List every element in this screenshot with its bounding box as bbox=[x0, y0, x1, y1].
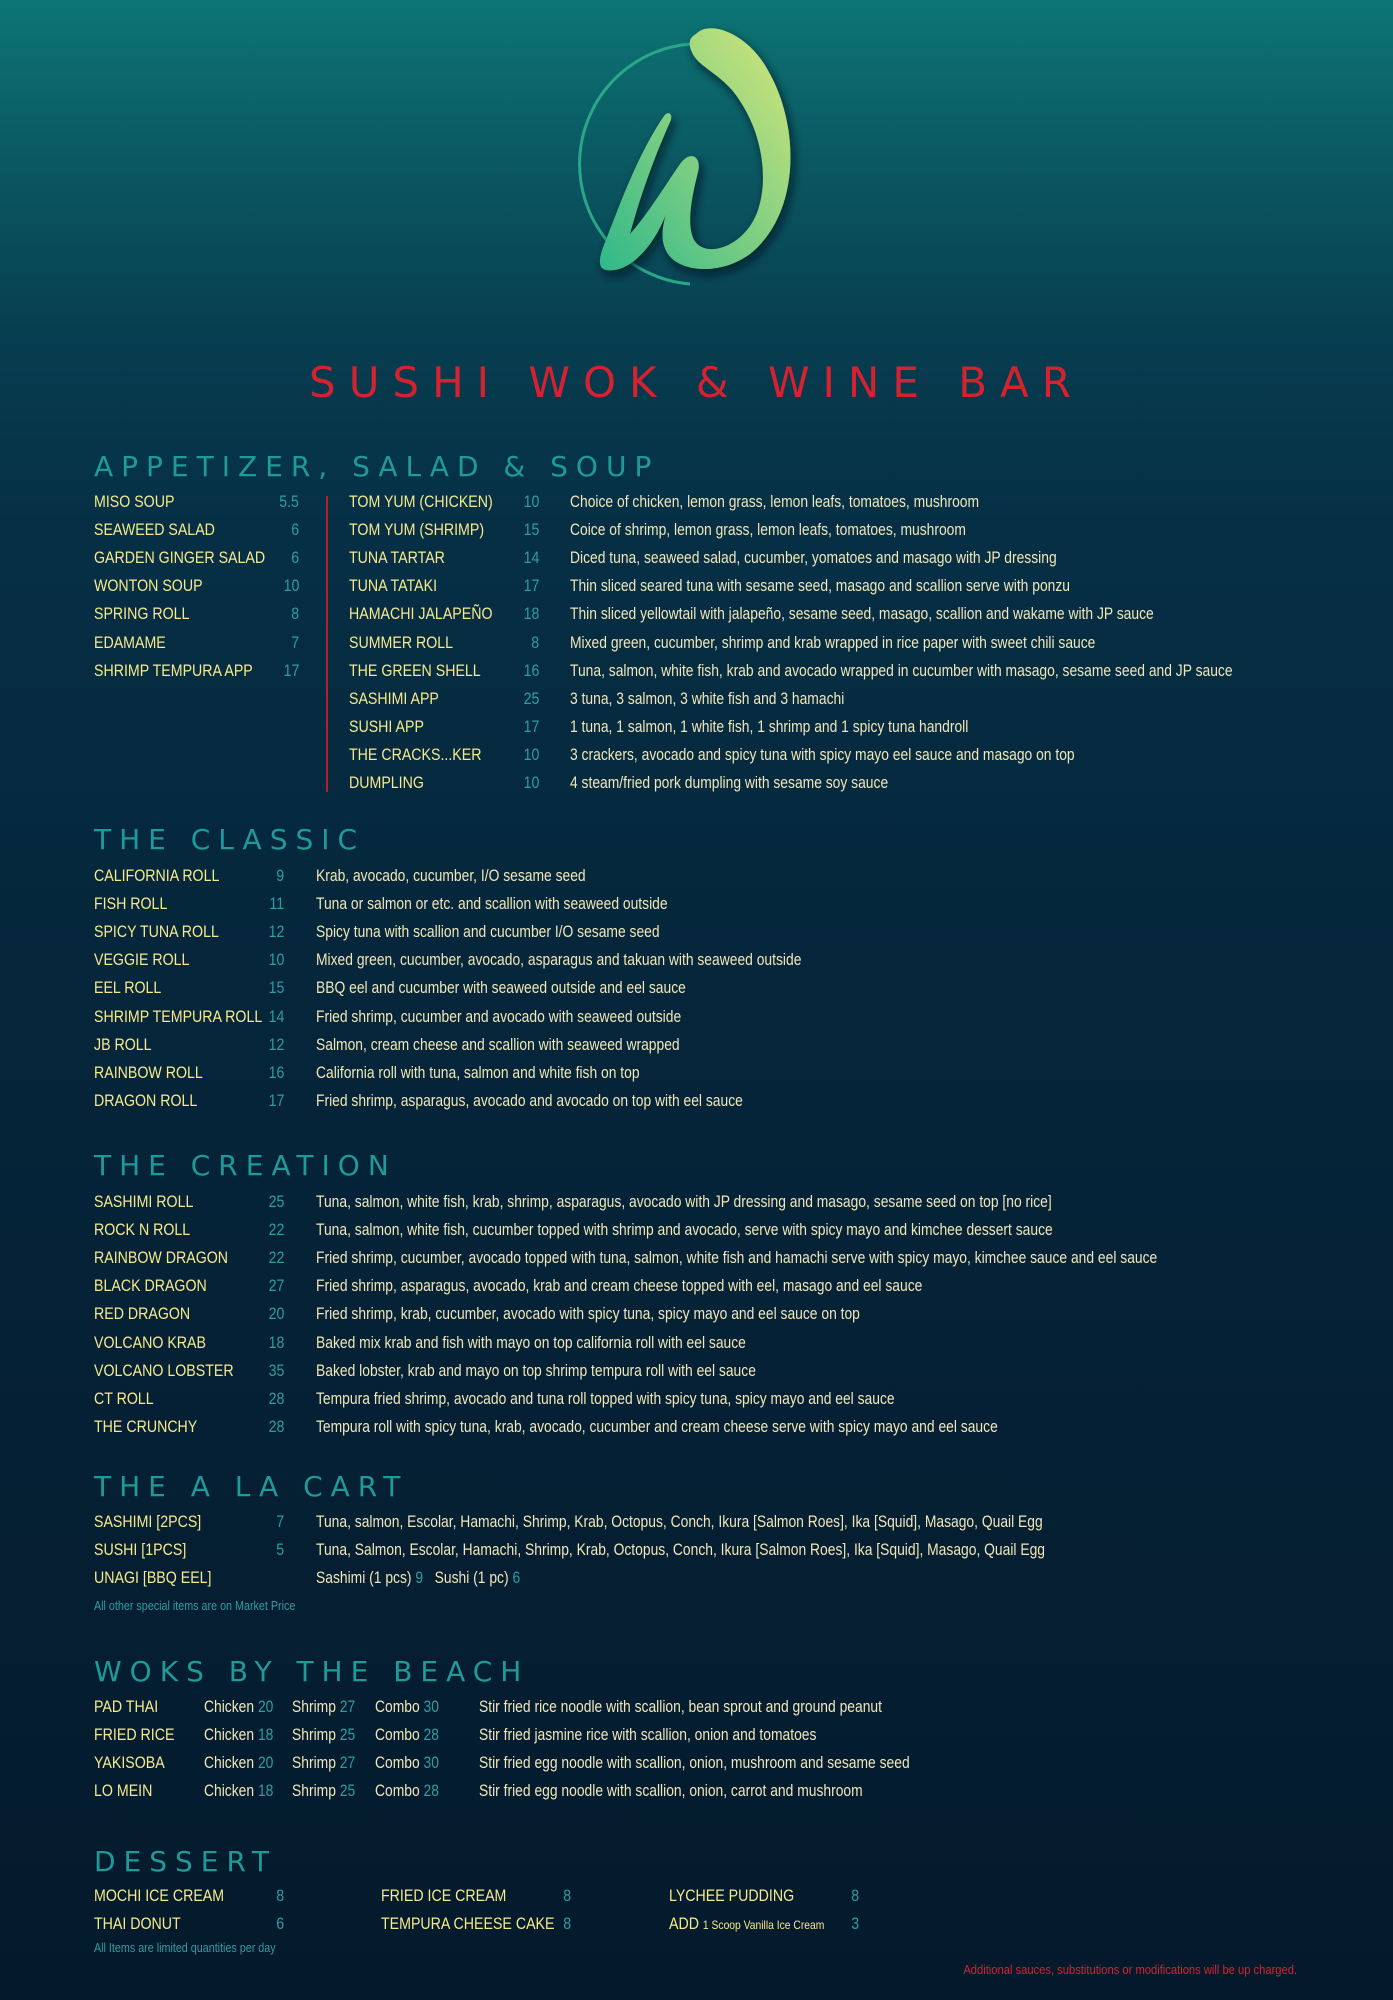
addon-row bbox=[669, 1911, 889, 1937]
item-price: 5 bbox=[276, 1541, 284, 1560]
wok-combo-label: Combo bbox=[375, 1726, 420, 1745]
item-price: 8 bbox=[851, 1887, 859, 1905]
item-name: SHRIMP TEMPURA APP bbox=[94, 661, 253, 680]
w-logo bbox=[560, 14, 850, 314]
menu-item-row bbox=[94, 1301, 1344, 1327]
unagi-sushi-label: Sushi (1 pc) bbox=[434, 1569, 509, 1587]
item-description: 3 crackers, avocado and spicy tuna with spicy mayo eel sauce and masago on top bbox=[570, 745, 1075, 764]
item-price: 11 bbox=[269, 895, 284, 914]
item-name: ROCK N ROLL bbox=[94, 1221, 191, 1240]
unagi-row bbox=[94, 1565, 794, 1591]
item-description: Tuna, Salmon, Escolar, Hamachi, Shrimp, Krab, Octopus, Conch, Ikura [Salmon Roes], Ika [Squid], Masago, Quail Egg bbox=[316, 1541, 1046, 1560]
item-name: TUNA TARTAR bbox=[349, 549, 445, 568]
item-name: SPICY TUNA ROLL bbox=[94, 923, 219, 942]
item-name: FRIED ICE CREAM bbox=[381, 1887, 507, 1905]
item-name: SUMMER ROLL bbox=[349, 633, 454, 652]
wok-chicken-label: Chicken bbox=[204, 1726, 255, 1745]
wok-chicken-price: 18 bbox=[257, 1782, 274, 1801]
item-price: 27 bbox=[268, 1277, 284, 1296]
item-name: HAMACHI JALAPEÑO bbox=[349, 605, 493, 624]
item-description: Tuna, salmon, white fish, krab and avocado wrapped in cucumber with masago, sesame seed and JP sauce bbox=[570, 661, 1233, 680]
item-name: RAINBOW DRAGON bbox=[94, 1249, 229, 1268]
wok-shrimp-option bbox=[292, 1750, 355, 1776]
item-name: EEL ROLL bbox=[94, 979, 162, 998]
wok-combo-label: Combo bbox=[375, 1698, 420, 1716]
item-description: Mixed green, cucumber, avocado, asparagus and takuan with seaweed outside bbox=[316, 951, 802, 970]
item-description: Stir fried egg noodle with scallion, onion, carrot and mushroom bbox=[479, 1782, 863, 1801]
wok-combo-label: Combo bbox=[375, 1754, 420, 1773]
wok-combo-price: 28 bbox=[423, 1726, 439, 1745]
item-price: 8 bbox=[563, 1915, 571, 1934]
item-price: 25 bbox=[523, 689, 539, 708]
item-name: WONTON SOUP bbox=[94, 577, 203, 596]
restaurant-title: SUSHI WOK & WINE BAR bbox=[309, 358, 1084, 407]
menu-item-row bbox=[94, 975, 1194, 1001]
menu-item-row bbox=[94, 1911, 294, 1937]
item-price: 7 bbox=[276, 1513, 284, 1531]
wok-shrimp-option bbox=[292, 1694, 355, 1720]
item-price: 18 bbox=[523, 605, 539, 624]
item-description: Baked mix krab and fish with mayo on top california roll with eel sauce bbox=[316, 1333, 746, 1352]
footer-note: Additional sauces, substitutions or modifications will be up charged. bbox=[963, 1962, 1297, 1977]
wok-chicken-option bbox=[204, 1778, 273, 1804]
menu-item-row bbox=[94, 947, 1194, 973]
menu-item-row bbox=[94, 1217, 1344, 1243]
unagi-sushi-price: 6 bbox=[512, 1569, 521, 1587]
section-woks-heading: WOKS BY THE BEACH bbox=[94, 1655, 530, 1688]
item-description: Diced tuna, seaweed salad, cucumber, yomatoes and masago with JP dressing bbox=[570, 549, 1057, 568]
menu-item-row bbox=[349, 489, 1369, 515]
menu-item-row bbox=[94, 601, 304, 627]
item-price: 10 bbox=[523, 493, 539, 511]
item-description: Tuna, salmon, white fish, cucumber topped with shrimp and avocado, serve with spicy mayo and kimchee dessert sauce bbox=[316, 1221, 1053, 1240]
item-description: Krab, avocado, cucumber, I/O sesame seed bbox=[316, 867, 586, 885]
item-price: 15 bbox=[268, 979, 284, 998]
menu-item-row bbox=[94, 1273, 1344, 1299]
item-description: Tempura fried shrimp, avocado and tuna roll topped with spicy tuna, spicy mayo and eel sauce bbox=[316, 1389, 895, 1408]
item-price: 9 bbox=[276, 867, 284, 885]
menu-item-row bbox=[94, 1414, 1344, 1440]
wok-combo-option bbox=[375, 1750, 439, 1776]
item-name: SASHIMI APP bbox=[349, 689, 439, 708]
item-name: VOLCANO KRAB bbox=[94, 1333, 206, 1352]
item-description: Tempura roll with spicy tuna, krab, avocado, cucumber and cream cheese serve with spicy mayo and eel sauce bbox=[316, 1417, 998, 1436]
wok-item-row bbox=[94, 1750, 1194, 1776]
item-name: SUSHI APP bbox=[349, 717, 424, 736]
item-price: 8 bbox=[276, 1887, 284, 1905]
item-name: THAI DONUT bbox=[94, 1915, 181, 1934]
wok-chicken-option bbox=[204, 1722, 273, 1748]
item-description: 3 tuna, 3 salmon, 3 white fish and 3 hamachi bbox=[570, 689, 845, 708]
item-price: 17 bbox=[523, 717, 539, 736]
item-name: RED DRAGON bbox=[94, 1305, 191, 1324]
item-price: 10 bbox=[268, 951, 284, 970]
section-creation-heading: THE CREATION bbox=[94, 1149, 397, 1182]
item-price: 15 bbox=[523, 521, 539, 540]
item-description: Stir fried rice noodle with scallion, bean sprout and ground peanut bbox=[479, 1698, 882, 1716]
wok-combo-price: 30 bbox=[423, 1698, 439, 1716]
item-description: Stir fried egg noodle with scallion, onion, mushroom and sesame seed bbox=[479, 1754, 910, 1773]
section-classic-heading: THE CLASSIC bbox=[94, 823, 366, 856]
item-price: 8 bbox=[531, 633, 539, 652]
wok-chicken-option bbox=[204, 1750, 273, 1776]
menu-item-row bbox=[94, 1509, 1294, 1535]
menu-item-row bbox=[94, 1060, 1194, 1086]
section-appetizers-heading: APPETIZER, SALAD & SOUP bbox=[94, 450, 660, 483]
wok-item-row bbox=[94, 1722, 1194, 1748]
item-name: SEAWEED SALAD bbox=[94, 521, 215, 540]
section-dessert-heading: DESSERT bbox=[94, 1845, 278, 1878]
menu-item-row bbox=[94, 1004, 1194, 1030]
item-price: 8 bbox=[563, 1887, 571, 1905]
menu-item-row bbox=[349, 573, 1369, 599]
item-name: TOM YUM (CHICKEN) bbox=[349, 493, 493, 511]
menu-item-row bbox=[381, 1883, 581, 1909]
item-description: 4 steam/fried pork dumpling with sesame soy sauce bbox=[570, 774, 889, 792]
item-description: Mixed green, cucumber, shrimp and krab wrapped in rice paper with sweet chili sauce bbox=[570, 633, 1096, 652]
item-name: YAKISOBA bbox=[94, 1754, 165, 1773]
menu-item-row bbox=[94, 919, 1194, 945]
item-price: 22 bbox=[268, 1249, 284, 1268]
item-price: 17 bbox=[523, 577, 539, 596]
item-name: PAD THAI bbox=[94, 1698, 159, 1716]
unagi-options bbox=[316, 1565, 520, 1591]
item-price: 14 bbox=[523, 549, 539, 568]
item-name: FISH ROLL bbox=[94, 895, 168, 914]
item-name: CALIFORNIA ROLL bbox=[94, 867, 220, 885]
item-description: Tuna, salmon, white fish, krab, shrimp, asparagus, avocado with JP dressing and masago, sesame seed on top [no rice] bbox=[316, 1193, 1052, 1211]
item-description: Fried shrimp, asparagus, avocado and avocado on top with eel sauce bbox=[316, 1091, 743, 1110]
menu-item-row bbox=[94, 1330, 1344, 1356]
item-price: 17 bbox=[283, 661, 299, 680]
item-price: 12 bbox=[268, 923, 284, 942]
item-name: DUMPLING bbox=[349, 774, 424, 792]
item-price: 6 bbox=[291, 549, 299, 568]
item-name: SPRING ROLL bbox=[94, 605, 190, 624]
wok-chicken-option bbox=[204, 1694, 273, 1720]
menu-item-row bbox=[349, 630, 1369, 656]
item-name: SASHIMI ROLL bbox=[94, 1193, 194, 1211]
menu-item-row bbox=[94, 489, 304, 515]
section-alacart-heading: THE A LA CART bbox=[94, 1470, 409, 1503]
item-price: 22 bbox=[268, 1221, 284, 1240]
item-name: RAINBOW ROLL bbox=[94, 1063, 203, 1082]
item-price: 5.5 bbox=[279, 493, 299, 511]
wok-combo-option bbox=[375, 1778, 439, 1804]
menu-item-row bbox=[349, 714, 1369, 740]
menu-item-row bbox=[94, 1537, 1294, 1563]
item-name: VEGGIE ROLL bbox=[94, 951, 190, 970]
wok-combo-label: Combo bbox=[375, 1782, 420, 1801]
unagi-sashimi-price: 9 bbox=[415, 1569, 424, 1587]
item-name: DRAGON ROLL bbox=[94, 1091, 198, 1110]
menu-item-row bbox=[94, 573, 304, 599]
item-description: Stir fried jasmine rice with scallion, onion and tomatoes bbox=[479, 1726, 817, 1745]
menu-item-row bbox=[349, 601, 1369, 627]
item-price: 10 bbox=[523, 745, 539, 764]
wok-chicken-label: Chicken bbox=[204, 1698, 255, 1716]
item-description: Tuna, salmon, Escolar, Hamachi, Shrimp, Krab, Octopus, Conch, Ikura [Salmon Roes], Ika [Squid], Masago, Quail Egg bbox=[316, 1513, 1043, 1531]
item-description: Thin sliced seared tuna with sesame seed, masago and scallion serve with ponzu bbox=[570, 577, 1071, 596]
menu-item-row bbox=[94, 863, 1194, 889]
item-price: 7 bbox=[291, 633, 299, 652]
addon-price: 3 bbox=[851, 1915, 859, 1933]
wok-combo-option bbox=[375, 1722, 439, 1748]
item-name: SASHIMI [2PCS] bbox=[94, 1513, 202, 1531]
item-description: Fried shrimp, krab, cucumber, avocado with spicy tuna, spicy mayo and eel sauce on top bbox=[316, 1305, 860, 1324]
menu-item-row bbox=[94, 1088, 1194, 1114]
menu-item-row bbox=[94, 1883, 294, 1909]
divider-line bbox=[326, 496, 328, 792]
menu-item-row bbox=[94, 1189, 1344, 1215]
unagi-sashimi-label: Sashimi (1 pcs) bbox=[316, 1569, 412, 1587]
item-price: 6 bbox=[276, 1915, 284, 1934]
wok-chicken-price: 20 bbox=[257, 1754, 274, 1773]
item-description: BBQ eel and cucumber with seaweed outside and eel sauce bbox=[316, 979, 686, 998]
item-name: LO MEIN bbox=[94, 1782, 153, 1801]
item-price: 8 bbox=[291, 605, 299, 624]
menu-item-row bbox=[94, 891, 1194, 917]
item-description: Baked lobster, krab and mayo on top shrimp tempura roll with eel sauce bbox=[316, 1361, 756, 1380]
item-price: 17 bbox=[268, 1091, 284, 1110]
item-name: TUNA TATAKI bbox=[349, 577, 438, 596]
item-price: 16 bbox=[523, 661, 539, 680]
item-description: Tuna or salmon or etc. and scallion with seaweed outside bbox=[316, 895, 668, 914]
menu-item-row bbox=[349, 770, 1369, 796]
wok-shrimp-label: Shrimp bbox=[292, 1754, 336, 1773]
item-price: 10 bbox=[523, 774, 539, 792]
menu-item-row bbox=[349, 545, 1369, 571]
item-price: 18 bbox=[268, 1333, 284, 1352]
item-name: LYCHEE PUDDING bbox=[669, 1887, 795, 1905]
item-name: TOM YUM (SHRIMP) bbox=[349, 521, 485, 540]
wok-shrimp-price: 27 bbox=[339, 1698, 356, 1716]
addon-label: ADD 1 Scoop Vanilla Ice Cream bbox=[669, 1915, 825, 1933]
wok-shrimp-price: 25 bbox=[339, 1782, 356, 1801]
item-price: 28 bbox=[268, 1417, 284, 1436]
menu-item-row bbox=[94, 1032, 1194, 1058]
wok-shrimp-option bbox=[292, 1778, 355, 1804]
menu-item-row bbox=[94, 1245, 1344, 1271]
item-name: UNAGI [BBQ EEL] bbox=[94, 1569, 212, 1587]
item-price: 35 bbox=[268, 1361, 284, 1380]
item-name: SUSHI [1PCS] bbox=[94, 1541, 187, 1560]
wok-chicken-price: 20 bbox=[257, 1698, 274, 1716]
menu-item-row bbox=[349, 658, 1369, 684]
item-description: Coice of shrimp, lemon grass, lemon leafs, tomatoes, mushroom bbox=[570, 521, 966, 540]
wok-chicken-label: Chicken bbox=[204, 1754, 255, 1773]
item-description: Thin sliced yellowtail with jalapeño, sesame seed, masago, scallion and wakame with JP sauce bbox=[570, 605, 1154, 624]
item-price: 28 bbox=[268, 1389, 284, 1408]
menu-item-row bbox=[94, 630, 304, 656]
item-price: 14 bbox=[268, 1007, 284, 1026]
wok-combo-option bbox=[375, 1694, 439, 1720]
item-name: CT ROLL bbox=[94, 1389, 154, 1408]
wok-shrimp-price: 25 bbox=[339, 1726, 356, 1745]
menu-item-row bbox=[94, 517, 304, 543]
menu-item-row bbox=[94, 1386, 1344, 1412]
item-price: 6 bbox=[291, 521, 299, 540]
item-description: 1 tuna, 1 salmon, 1 white fish, 1 shrimp and 1 spicy tuna handroll bbox=[570, 717, 969, 736]
market-price-note: All other special items are on Market Price bbox=[94, 1599, 296, 1613]
menu-item-row bbox=[94, 658, 304, 684]
item-name: THE GREEN SHELL bbox=[349, 661, 481, 680]
item-price: 12 bbox=[268, 1035, 284, 1054]
item-name: SHRIMP TEMPURA ROLL bbox=[94, 1007, 263, 1026]
menu-item-row bbox=[349, 517, 1369, 543]
menu-item-row bbox=[94, 545, 304, 571]
item-name: TEMPURA CHEESE CAKE bbox=[381, 1915, 555, 1934]
wok-item-row bbox=[94, 1778, 1194, 1804]
item-name: GARDEN GINGER SALAD bbox=[94, 549, 266, 568]
menu-item-row bbox=[381, 1911, 581, 1937]
item-description: Spicy tuna with scallion and cucumber I/O sesame seed bbox=[316, 923, 660, 942]
wok-shrimp-price: 27 bbox=[339, 1754, 356, 1773]
item-name: THE CRUNCHY bbox=[94, 1417, 198, 1436]
item-name: VOLCANO LOBSTER bbox=[94, 1361, 234, 1380]
item-name: EDAMAME bbox=[94, 633, 166, 652]
menu-item-row bbox=[349, 742, 1369, 768]
limited-quantity-note: All Items are limited quantities per day bbox=[94, 1941, 276, 1955]
item-name: FRIED RICE bbox=[94, 1726, 175, 1745]
item-description: Fried shrimp, cucumber and avocado with seaweed outside bbox=[316, 1007, 682, 1026]
wok-chicken-price: 18 bbox=[257, 1726, 274, 1745]
item-description: Fried shrimp, asparagus, avocado, krab and cream cheese topped with eel, masago and eel sauce bbox=[316, 1277, 923, 1296]
item-name: THE CRACKS...KER bbox=[349, 745, 482, 764]
item-price: 20 bbox=[268, 1305, 284, 1324]
item-description: Fried shrimp, cucumber, avocado topped with tuna, salmon, white fish and hamachi serve with spicy mayo, kimchee sauce and eel sauce bbox=[316, 1249, 1158, 1268]
menu-item-row bbox=[94, 1358, 1344, 1384]
item-name: MISO SOUP bbox=[94, 493, 175, 511]
wok-shrimp-label: Shrimp bbox=[292, 1698, 336, 1716]
item-description: Salmon, cream cheese and scallion with seaweed wrapped bbox=[316, 1035, 680, 1054]
menu-item-row bbox=[349, 686, 1369, 712]
wok-shrimp-option bbox=[292, 1722, 355, 1748]
menu-item-row bbox=[669, 1883, 869, 1909]
wok-shrimp-label: Shrimp bbox=[292, 1726, 336, 1745]
wok-combo-price: 28 bbox=[423, 1782, 439, 1801]
item-name: JB ROLL bbox=[94, 1035, 152, 1054]
wok-combo-price: 30 bbox=[423, 1754, 439, 1773]
item-description: Choice of chicken, lemon grass, lemon leafs, tomatoes, mushroom bbox=[570, 493, 980, 511]
item-price: 25 bbox=[268, 1193, 284, 1211]
item-name: BLACK DRAGON bbox=[94, 1277, 207, 1296]
item-name: MOCHI ICE CREAM bbox=[94, 1887, 225, 1905]
item-price: 10 bbox=[283, 577, 299, 596]
wok-shrimp-label: Shrimp bbox=[292, 1782, 336, 1801]
item-price: 16 bbox=[268, 1063, 284, 1082]
item-description: California roll with tuna, salmon and white fish on top bbox=[316, 1063, 640, 1082]
wok-chicken-label: Chicken bbox=[204, 1782, 255, 1801]
wok-item-row bbox=[94, 1694, 1194, 1720]
